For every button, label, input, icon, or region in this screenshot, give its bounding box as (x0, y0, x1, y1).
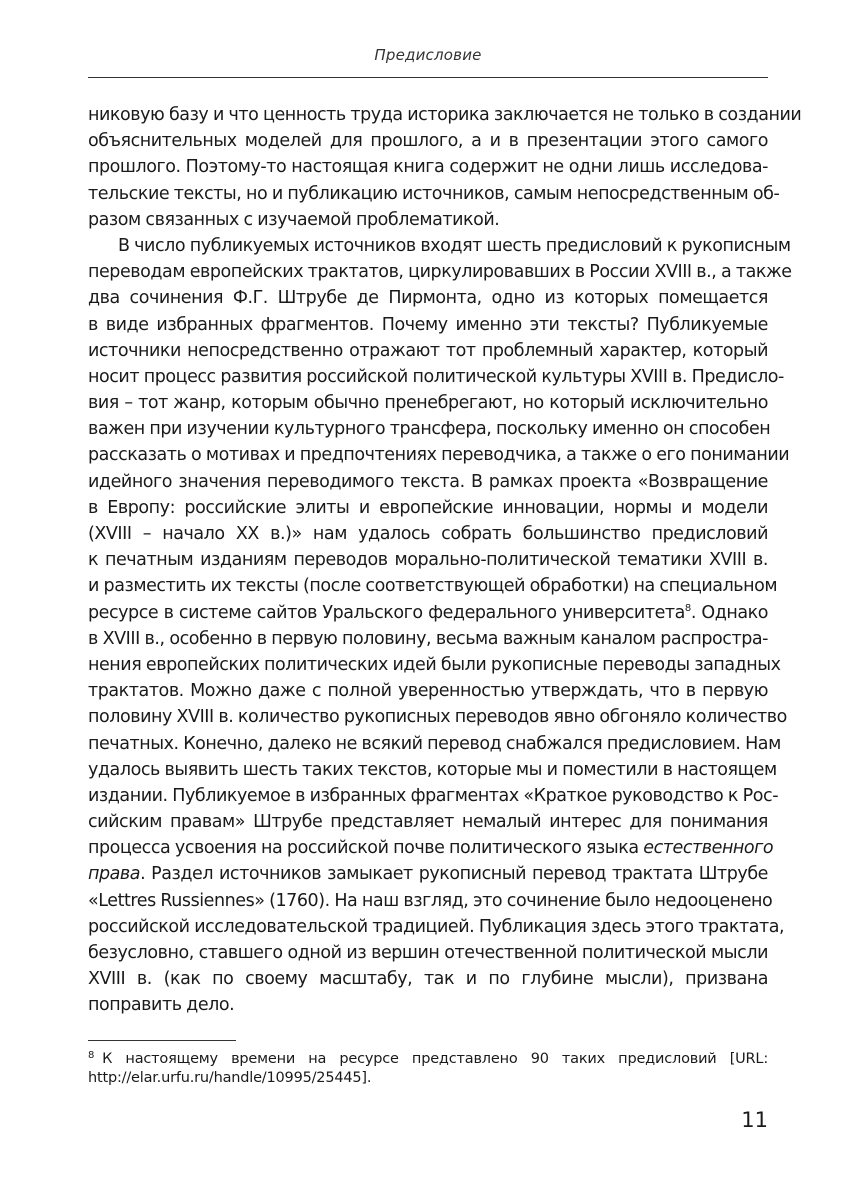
text-line: в XVIII в., особенно в первую половину, весьма важным каналом распростра- (88, 628, 768, 649)
text-segment: . Раздел источников замыкает рукописный перевод трактата Штрубе (140, 864, 768, 885)
text-line: В число публикуемых источников входят шесть предисловий к рукописным (118, 235, 791, 256)
text-line: «Lettres Russiennes» (1760). На наш взгляд, это сочинение было недооценено (88, 890, 773, 911)
text-line: прошлого. Поэтому-то настоящая книга содержит не одни лишь исследова- (88, 157, 768, 178)
text-line: источники непосредственно отражают тот проблемный характер, который (88, 340, 768, 361)
text-segment: . Однако (690, 602, 768, 623)
text-line: переводам европейских трактатов, циркулировавших в России XVIII в., а также (88, 262, 792, 283)
footnote (88, 1050, 768, 1088)
footnote-url[interactable]: http://elar.urfu.ru/handle/10995/25445]. (88, 1070, 372, 1086)
footnote-line (88, 1050, 768, 1069)
text-line: российской исследовательской традицией. Публикация здесь этого трактата, (88, 916, 785, 937)
text-line-with-italic (88, 861, 768, 887)
text-segment: процесса усвоения на российской почве политического языка (88, 838, 644, 859)
italic-term: естественного (643, 838, 774, 859)
text-line: трактатов. Можно даже с полной уверенностью утверждать, что в первую (88, 681, 768, 702)
footnote-text: К настоящему времени на ресурсе представлено 90 таких предисловий [URL: (102, 1051, 768, 1067)
text-line: (XVIII – начало XX в.)» нам удалось собрать большинство предисловий (88, 524, 768, 544)
body-text (88, 102, 802, 1019)
text-line: идейного значения переводимого текста. В рамках проекта «Возвращение (88, 471, 768, 492)
text-line: поправить дело. (88, 995, 235, 1016)
text-line: безусловно, ставшего одной из вершин отечественной политической мысли (88, 943, 768, 963)
text-line: объяснительных моделей для прошлого, а и в презентации этого самого (88, 131, 768, 152)
text-line: и разместить их тексты (после соответствующей обработки) на специальном (88, 576, 778, 597)
text-line: никовую базу и что ценность труда историка заключается не только в создании (88, 105, 802, 125)
text-line: тельские тексты, но и публикацию источников, самым непосредственным об- (88, 183, 780, 204)
header-divider (88, 77, 768, 78)
text-line: рассказать о мотивах и предпочтениях переводчика, а также о его понимании (88, 445, 790, 466)
text-line: в виде избранных фрагментов. Почему именно эти тексты? Публикуемые (88, 314, 768, 335)
text-line: два сочинения Ф.Г. Штрубе де Пирмонта, одно из которых помещается (88, 288, 768, 309)
footnote-reference[interactable]: 8 (684, 602, 691, 614)
text-line: нения европейских политических идей были рукописные переводы западных (88, 654, 781, 675)
text-line: издании. Публикуемое в избранных фрагментах «Краткое руководство к Рос- (88, 785, 779, 806)
footnote-divider (88, 1040, 236, 1041)
text-line: печатных. Конечно, далеко не всякий перевод снабжался предисловием. Нам (88, 733, 781, 754)
footnote-marker: 8 (88, 1050, 95, 1061)
text-line-with-footnote-ref (88, 600, 768, 626)
text-line: к печатным изданиям переводов морально-политической тематики XVIII в. (88, 550, 768, 571)
text-segment: ресурсе в системе сайтов Уральского федерального университета (88, 602, 685, 623)
running-header-title: Предисловие (374, 46, 482, 64)
text-line: вия – тот жанр, которым обычно пренебрегают, но который исключительно (88, 393, 768, 414)
page-number: 11 (741, 1108, 768, 1132)
text-line: в Европу: российские элиты и европейские инновации, нормы и модели (88, 497, 768, 518)
text-line-with-italic (88, 835, 774, 861)
text-line: сийским правам» Штрубе представляет немалый интерес для понимания (88, 812, 768, 833)
text-line: половину XVIII в. количество рукописных переводов явно обгоняло количество (88, 707, 787, 728)
text-line: удалось выявить шесть таких текстов, которые мы и поместили в настоящем (88, 759, 777, 780)
text-line: разом связанных с изучаемой проблематикой. (88, 209, 500, 230)
text-line: XVIII в. (как по своему масштабу, так и по глубине мысли), призвана (88, 969, 768, 990)
italic-term: права (88, 864, 141, 885)
text-line: носит процесс развития российской политической культуры XVIII в. Предисло- (88, 366, 784, 387)
text-line: важен при изучении культурного трансфера, поскольку именно он способен (88, 419, 771, 440)
